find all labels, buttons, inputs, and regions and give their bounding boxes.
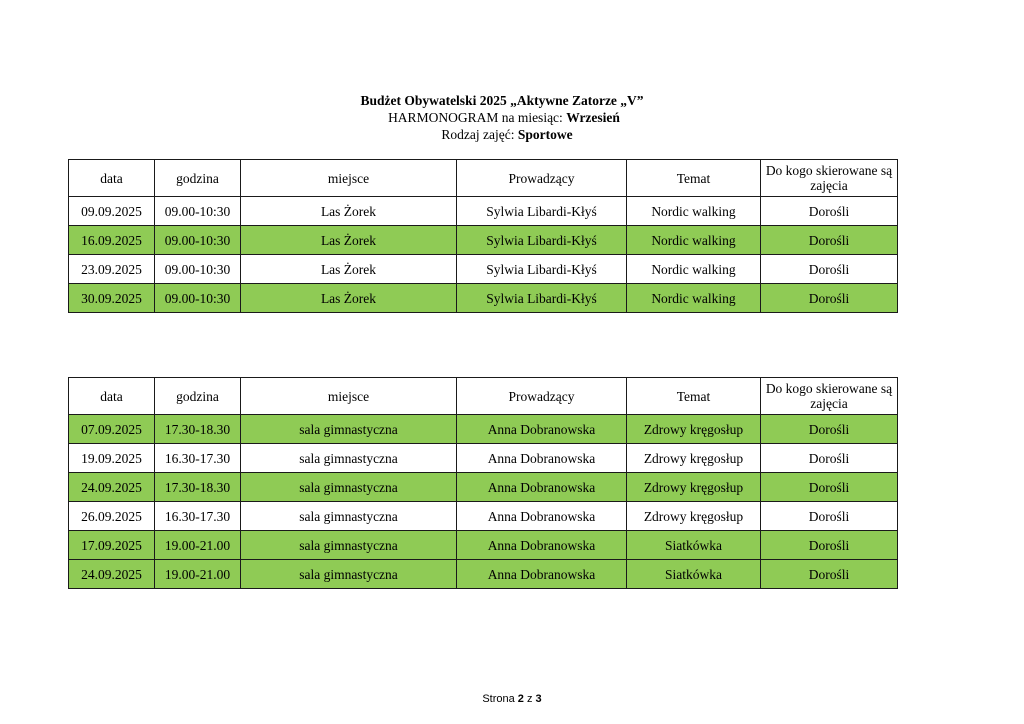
column-header: miejsce xyxy=(241,378,457,415)
table-row xyxy=(69,560,898,589)
instructor-cell: Anna Dobranowska xyxy=(457,560,627,589)
instructor-cell: Sylwia Libardi-Kłyś xyxy=(457,226,627,255)
topic-cell: Nordic walking xyxy=(627,255,761,284)
table-row xyxy=(69,226,898,255)
activity-type-line xyxy=(0,126,1024,143)
column-header: Prowadzący xyxy=(457,378,627,415)
table-row xyxy=(69,197,898,226)
audience-cell: Dorośli xyxy=(761,226,898,255)
activity-type-prefix: Rodzaj zajęć: xyxy=(441,127,518,142)
current-page: 2 xyxy=(517,693,524,705)
table-row xyxy=(69,444,898,473)
document-header xyxy=(0,92,1024,143)
time-cell: 09.00-10:30 xyxy=(155,255,241,284)
time-cell: 16.30-17.30 xyxy=(155,502,241,531)
time-cell: 16.30-17.30 xyxy=(155,444,241,473)
date-cell: 16.09.2025 xyxy=(69,226,155,255)
footer-prefix: Strona xyxy=(482,693,518,705)
date-cell: 07.09.2025 xyxy=(69,415,155,444)
instructor-cell: Anna Dobranowska xyxy=(457,531,627,560)
date-cell: 26.09.2025 xyxy=(69,502,155,531)
audience-cell: Dorośli xyxy=(761,415,898,444)
column-header: godzina xyxy=(155,160,241,197)
column-header: Prowadzący xyxy=(457,160,627,197)
time-cell: 19.00-21.00 xyxy=(155,560,241,589)
audience-cell: Dorośli xyxy=(761,255,898,284)
schedule-table-gym xyxy=(68,377,898,589)
total-pages: 3 xyxy=(535,693,542,705)
column-header: miejsce xyxy=(241,160,457,197)
instructor-cell: Anna Dobranowska xyxy=(457,415,627,444)
topic-cell: Siatkówka xyxy=(627,531,761,560)
column-header: Temat xyxy=(627,160,761,197)
table-row xyxy=(69,284,898,313)
place-cell: Las Żorek xyxy=(241,197,457,226)
table-row xyxy=(69,415,898,444)
column-header: Do kogo skierowane są zajęcia xyxy=(761,160,898,197)
schedule-table-nordic-walking xyxy=(68,159,898,313)
place-cell: sala gimnastyczna xyxy=(241,473,457,502)
date-cell: 17.09.2025 xyxy=(69,531,155,560)
table-header-row xyxy=(69,378,898,415)
audience-cell: Dorośli xyxy=(761,284,898,313)
instructor-cell: Anna Dobranowska xyxy=(457,444,627,473)
time-cell: 09.00-10:30 xyxy=(155,226,241,255)
time-cell: 19.00-21.00 xyxy=(155,531,241,560)
date-cell: 23.09.2025 xyxy=(69,255,155,284)
date-cell: 30.09.2025 xyxy=(69,284,155,313)
schedule-line xyxy=(0,109,1024,126)
topic-cell: Nordic walking xyxy=(627,284,761,313)
audience-cell: Dorośli xyxy=(761,444,898,473)
date-cell: 24.09.2025 xyxy=(69,560,155,589)
topic-cell: Nordic walking xyxy=(627,197,761,226)
column-header: data xyxy=(69,160,155,197)
audience-cell: Dorośli xyxy=(761,502,898,531)
place-cell: Las Żorek xyxy=(241,255,457,284)
audience-cell: Dorośli xyxy=(761,473,898,502)
time-cell: 17.30-18.30 xyxy=(155,415,241,444)
audience-cell: Dorośli xyxy=(761,197,898,226)
topic-cell: Zdrowy kręgosłup xyxy=(627,502,761,531)
table-row xyxy=(69,502,898,531)
place-cell: sala gimnastyczna xyxy=(241,444,457,473)
audience-cell: Dorośli xyxy=(761,531,898,560)
time-cell: 09.00-10:30 xyxy=(155,284,241,313)
instructor-cell: Sylwia Libardi-Kłyś xyxy=(457,284,627,313)
activity-type: Sportowe xyxy=(517,127,573,142)
place-cell: sala gimnastyczna xyxy=(241,415,457,444)
page-footer xyxy=(0,693,1024,705)
date-cell: 09.09.2025 xyxy=(69,197,155,226)
column-header: Temat xyxy=(627,378,761,415)
instructor-cell: Anna Dobranowska xyxy=(457,473,627,502)
date-cell: 19.09.2025 xyxy=(69,444,155,473)
topic-cell: Zdrowy kręgosłup xyxy=(627,415,761,444)
time-cell: 09.00-10:30 xyxy=(155,197,241,226)
instructor-cell: Anna Dobranowska xyxy=(457,502,627,531)
table-row xyxy=(69,255,898,284)
column-header: data xyxy=(69,378,155,415)
topic-cell: Zdrowy kręgosłup xyxy=(627,473,761,502)
table-row xyxy=(69,531,898,560)
footer-separator: z xyxy=(523,693,536,705)
column-header: Do kogo skierowane są zajęcia xyxy=(761,378,898,415)
instructor-cell: Sylwia Libardi-Kłyś xyxy=(457,197,627,226)
instructor-cell: Sylwia Libardi-Kłyś xyxy=(457,255,627,284)
place-cell: sala gimnastyczna xyxy=(241,502,457,531)
audience-cell: Dorośli xyxy=(761,560,898,589)
schedule-month: Wrzesień xyxy=(566,110,620,125)
topic-cell: Siatkówka xyxy=(627,560,761,589)
place-cell: Las Żorek xyxy=(241,226,457,255)
schedule-prefix: HARMONOGRAM na miesiąc: xyxy=(388,110,567,125)
topic-cell: Zdrowy kręgosłup xyxy=(627,444,761,473)
time-cell: 17.30-18.30 xyxy=(155,473,241,502)
date-cell: 24.09.2025 xyxy=(69,473,155,502)
place-cell: Las Żorek xyxy=(241,284,457,313)
column-header: godzina xyxy=(155,378,241,415)
place-cell: sala gimnastyczna xyxy=(241,531,457,560)
place-cell: sala gimnastyczna xyxy=(241,560,457,589)
table-row xyxy=(69,473,898,502)
topic-cell: Nordic walking xyxy=(627,226,761,255)
document-title: Budżet Obywatelski 2025 „Aktywne Zatorze „V” xyxy=(360,93,644,108)
table-header-row xyxy=(69,160,898,197)
